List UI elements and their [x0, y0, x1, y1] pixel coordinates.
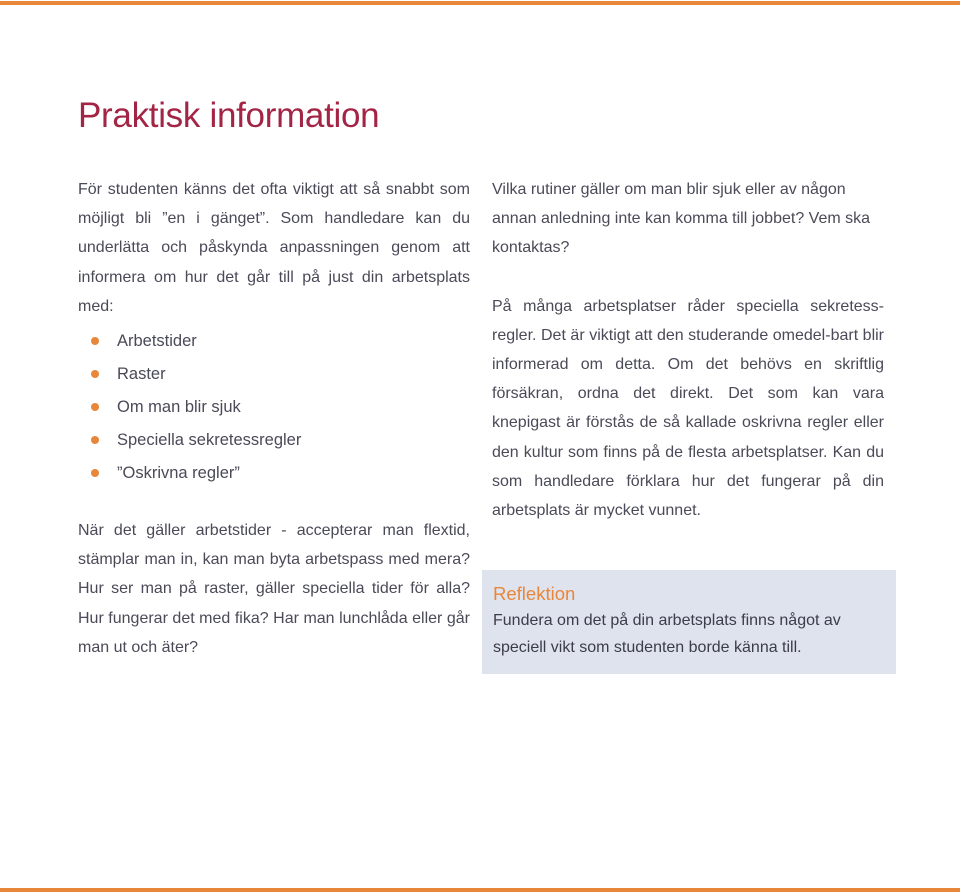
bullet-icon — [91, 403, 99, 411]
confidentiality-paragraph: På många arbetsplatser råder speciella sekretess-regler. Det är viktigt att den studerande omedel-bart blir informerad om detta. Om det behövs en skriftlig försäkran, ordna det direkt. Det som kan vara knepigast är förstås de så kallade oskrivna regler eller den kultur som finns på de flesta arbetsplatser. Kan du som handledare förklara hur det fungerar på din arbetsplats är mycket vunnet. — [492, 297, 884, 520]
top-accent-rule — [0, 1, 960, 5]
list-item-label: Raster — [117, 365, 166, 384]
list-item — [78, 391, 470, 424]
list-item-label: ”Oskrivna regler” — [117, 464, 240, 483]
left-column — [78, 175, 470, 662]
list-item-label: Speciella sekretessregler — [117, 431, 302, 450]
sickness-paragraph: Vilka rutiner gäller om man blir sjuk eller av någon annan anledning inte kan komma till jobbet? Vem ska kontaktas? — [492, 181, 871, 257]
right-column — [492, 175, 884, 525]
bottom-accent-rule — [0, 888, 960, 892]
reflection-box — [482, 570, 896, 674]
working-hours-paragraph: När det gäller arbetstider - accepterar man flextid, stämplar man in, kan man byta arbetspass med mera? Hur ser man på raster, gäller speciella tider för alla? Hur fungerar det med fika? Har man lunchlåda eller går man ut och äter? — [78, 522, 470, 656]
page-title: Praktisk information — [78, 96, 380, 135]
intro-paragraph: För studenten känns det ofta viktigt att så snabbt som möjligt bli ”en i gänget”. Som handledare kan du underlätta och påskynda anpassningen genom att informera om hur det går till på just din arbetsplats med: — [78, 181, 470, 315]
bullet-icon — [91, 436, 99, 444]
list-item — [78, 358, 470, 391]
bullet-icon — [91, 337, 99, 345]
list-item — [78, 424, 470, 457]
list-item — [78, 457, 470, 490]
bullet-icon — [91, 370, 99, 378]
list-item — [78, 325, 470, 358]
topic-list — [78, 325, 470, 490]
list-item-label: Arbetstider — [117, 332, 197, 351]
bullet-icon — [91, 469, 99, 477]
list-item-label: Om man blir sjuk — [117, 398, 241, 417]
reflection-text: Fundera om det på din arbetsplats finns något av speciell vikt som studenten borde känna till. — [493, 612, 841, 656]
reflection-heading: Reflektion — [493, 583, 576, 604]
